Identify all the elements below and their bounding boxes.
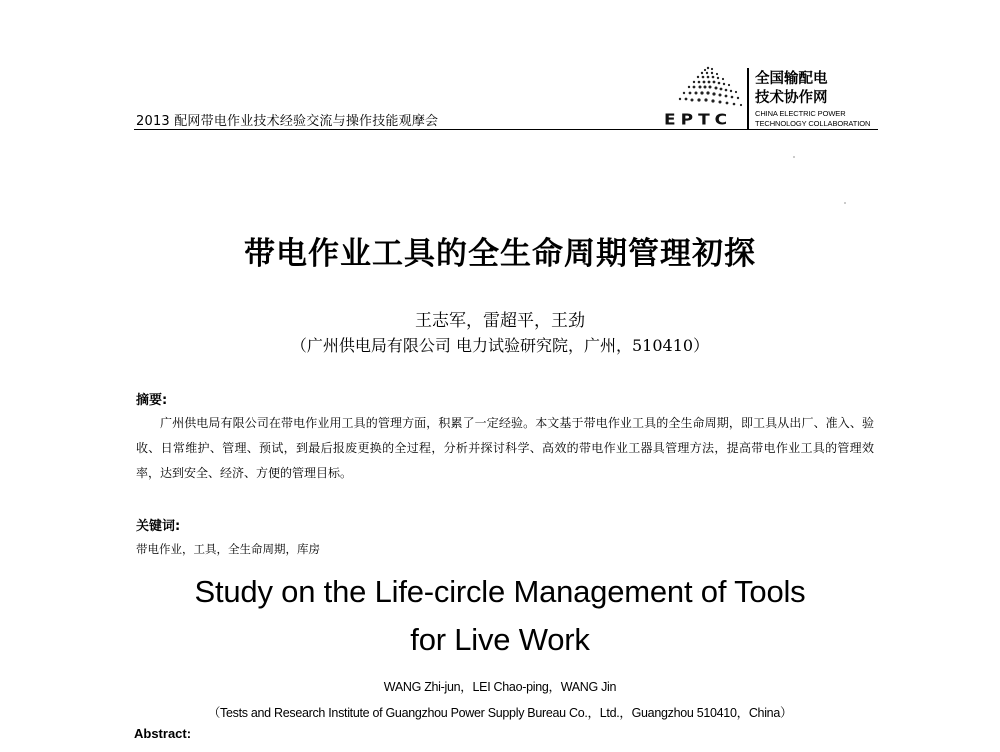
abstract-label-en: Abstract: [134,726,192,741]
authors-en: WANG Zhi-jun，LEI Chao-ping，WANG Jin [383,680,617,694]
abstract-label-cn: 摘要: [136,393,168,408]
eptc-logo-mark: EPTC [664,111,733,129]
logo-en-line2: TECHNOLOGY COLLABORATION [755,119,871,128]
paper-title-en-line1: Study on the Life-circle Management of Tools [194,574,806,609]
paper-title-en [0,568,1000,664]
logo-cn-line2: 技术协作网 [755,90,828,106]
paper-title-en-line2: for Live Work [410,622,590,657]
scan-speck [844,202,846,204]
keywords-label-cn: 关键词: [136,519,181,534]
affiliation-cn: （广州供电局有限公司 电力试验研究院，广州，510410） [290,336,710,355]
affiliation-en: （Tests and Research Institute of Guangzhou Power Supply Bureau Co.，Ltd.，Guangzhou 510410，China） [207,706,793,720]
eptc-logo-dots-icon [672,64,744,108]
conference-name: 2013 配网带电作业技术经验交流与操作技能观摩会 [136,114,439,129]
scan-speck [793,156,795,158]
paper-title-cn: 带电作业工具的全生命周期管理初探 [244,236,756,272]
logo-divider [747,68,749,130]
keywords-text-cn: 带电作业，工具，全生命周期，库房 [136,542,320,556]
logo-cn-line1: 全国输配电 [755,71,828,87]
header-divider [134,129,878,130]
abstract-text-cn: 广州供电局有限公司在带电作业用工具的管理方面，积累了一定经验。本文基于带电作业工具的全生命周期，即工具从出厂、准入、验收、日常维护、管理、预试，到最后报废更换的全过程，分析并探讨科学、高效的带电作业工器具管理方法，提高带电作业工具的管理效率，达到安全、经济、方便的管理目标。 [136,416,874,480]
logo-en-line1: CHINA ELECTRIC POWER [755,109,846,118]
authors-cn: 王志军，雷超平，王劲 [415,311,585,331]
